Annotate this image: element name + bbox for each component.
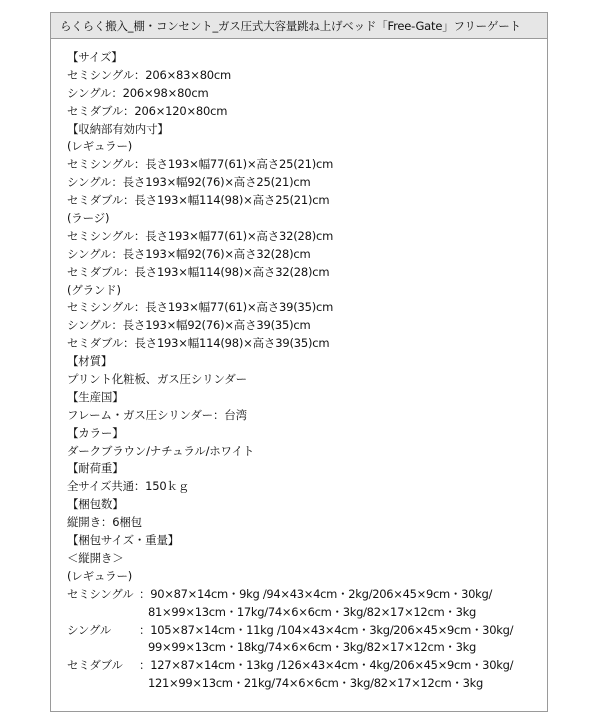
spec-line: (レギュラー) [67,568,133,583]
spec-line: (グランド) [67,282,121,297]
spec-line: 縦開き：6梱包 [67,515,142,530]
spec-line: 【収納部有効内寸】 [67,121,169,136]
spec-line: 【耐荷重】 [67,461,124,476]
spec-line: セミシングル：206×83×80cm [67,67,232,82]
package-value: 81×99×13cm・17kg/74×6×6cm・3kg/82×17×12cm・3kg [148,604,476,619]
package-row [67,604,539,622]
package-value: ：90×87×14cm・9kg /94×43×4cm・2kg/206×45×9cm・30kg/ [139,586,493,601]
spec-line: 全サイズ共通：150ｋｇ [67,479,190,494]
package-label [67,604,139,622]
product-title: らくらく搬入_棚・コンセント_ガス圧式大容量跳ね上げベッド「Free-Gate」フリーゲート [60,18,521,33]
spec-table [50,12,548,712]
package-row [67,657,539,675]
spec-line: ダークブラウン/ナチュラル/ホワイト [67,443,255,458]
package-label: セミダブル [67,658,123,673]
package-row [67,622,539,640]
spec-line: 【材質】 [67,354,113,369]
spec-line: セミダブル：長さ193×幅114(98)×高さ25(21)cm [67,193,330,208]
spec-line: セミダブル：長さ193×幅114(98)×高さ32(28)cm [67,264,330,279]
package-list [67,586,539,693]
spec-line: シングル：長さ193×幅92(76)×高さ39(35)cm [67,318,311,333]
package-label: シングル [67,622,111,637]
package-label: セミシングル [67,586,134,601]
spec-line: 【カラー】 [67,425,124,440]
spec-line: セミダブル：206×120×80cm [67,103,228,118]
spec-line: 【サイズ】 [67,50,123,64]
package-value: 99×99×13cm・18kg/74×6×6cm・3kg/82×17×12cm・3kg [148,640,476,655]
spec-line: セミシングル：長さ193×幅77(61)×高さ39(35)cm [67,300,334,315]
spec-line: シングル：長さ193×幅92(76)×高さ25(21)cm [67,175,311,190]
spec-line: シングル：206×98×80cm [67,85,209,100]
spec-line: セミシングル：長さ193×幅77(61)×高さ32(28)cm [67,228,334,243]
package-label [67,675,139,693]
spec-line: セミダブル：長さ193×幅114(98)×高さ39(35)cm [67,336,330,351]
spec-body [67,49,539,693]
package-value: ：127×87×14cm・13kg /126×43×4cm・4kg/206×45×9cm・30kg/ [139,658,514,673]
package-row [67,586,539,604]
package-row [67,639,539,657]
spec-line: 【梱包数】 [67,497,124,512]
spec-line: シングル：長さ193×幅92(76)×高さ32(28)cm [67,246,311,261]
spec-lines [67,49,539,586]
spec-header [51,13,547,39]
package-value: 121×99×13cm・21kg/74×6×6cm・3kg/82×17×12cm・3kg [148,676,483,691]
package-label [67,639,139,657]
spec-line: フレーム・ガス圧シリンダー：台湾 [67,407,247,422]
package-row [67,675,539,693]
spec-line: 【梱包サイズ・重量】 [67,533,180,548]
spec-line: セミシングル：長さ193×幅77(61)×高さ25(21)cm [67,157,334,172]
spec-line: 【生産国】 [67,389,124,404]
spec-line: ＜縦開き＞ [67,550,124,565]
spec-line: (レギュラー) [67,139,133,154]
spec-line: (ラージ) [67,211,110,226]
package-value: ：105×87×14cm・11kg /104×43×4cm・3kg/206×45×9cm・30kg/ [139,622,514,637]
spec-line: プリント化粧板、ガス圧シリンダー [67,372,247,387]
